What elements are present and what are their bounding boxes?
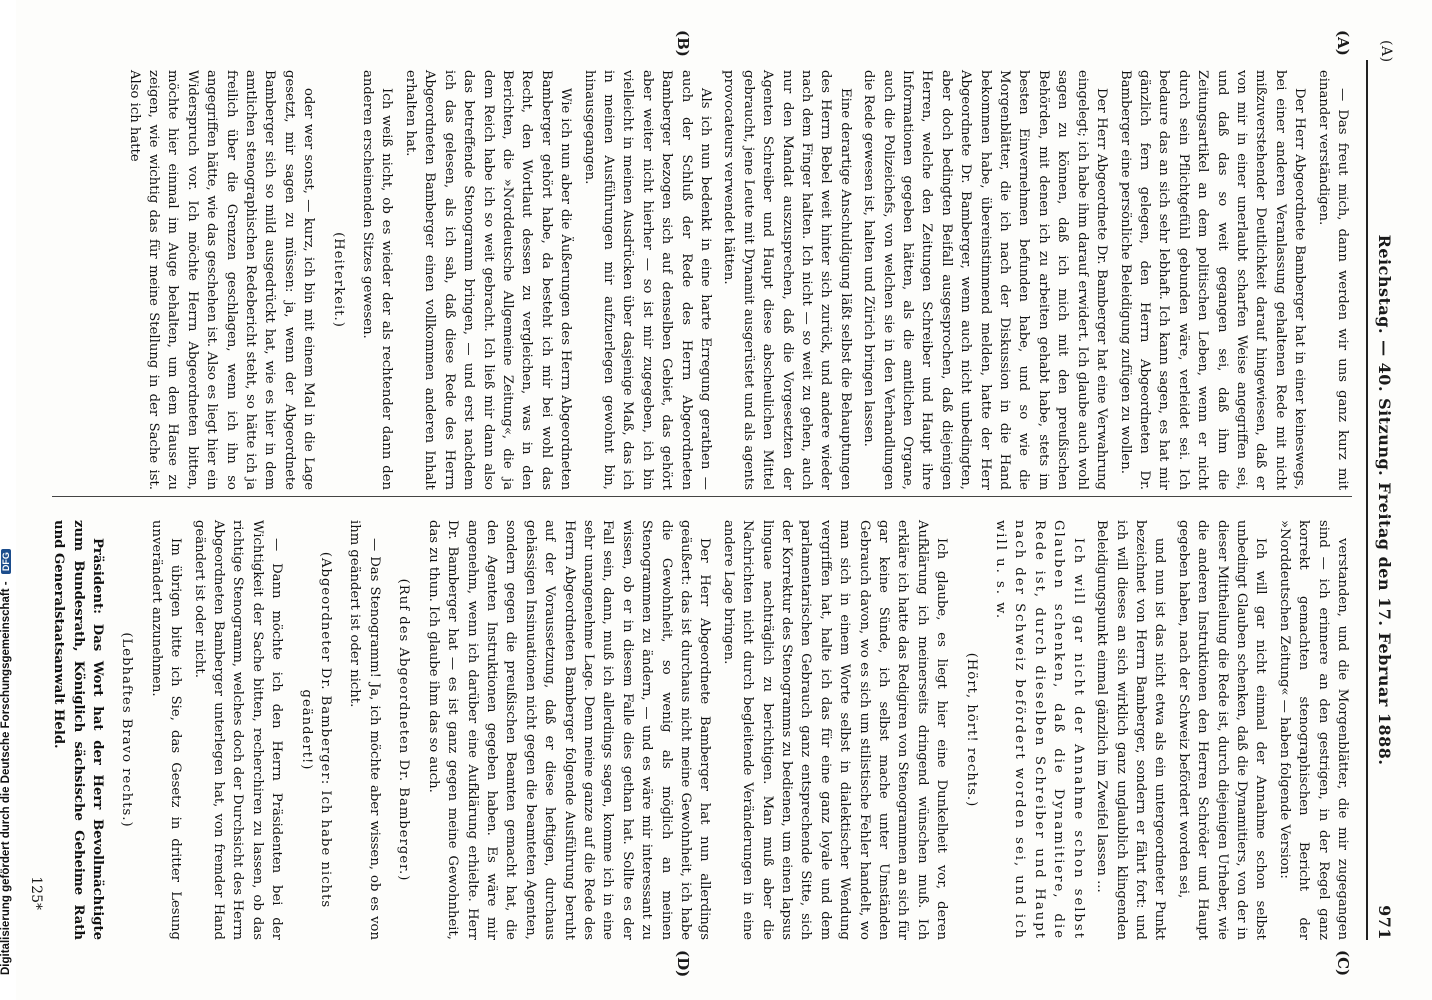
paragraph: — Das freut mich, dann werden wir uns ganz kurz mit einander verständigen.	[1315, 70, 1350, 490]
paragraph: und nun ist das nicht etwa als ein untergeordneter Punkt bezeichnet von Herrn Bamberger, sondern er fährt fort: und ich will dieses an sich wirklich ganz unglaublich klingenden Beleidigungspunkt einmal gänzlich im Zweifel lassen ...	[1094, 520, 1168, 940]
paragraph: Wie ich nun aber die Äußerungen des Herrn Abgeordneten Bamberger gehört habe, da besteht ich mir bei wohl das Recht, den Wortlaut dessen zu vergleichen, was in den Berichten, die »Norddeutsche Allgemeine Zeitung«, die ja dem Reich habe ich so weit gebracht. Ich ließ mir dann also das betreffende Stenogramm bringen, — und erst nachdem ich das gelesen, als ich sah, daß diese Rede des Herrn Abgeordneten Bamberger einen vollkommen anderen Inhalt erhalten hat.	[402, 70, 574, 490]
digitization-credit	[0, 549, 12, 975]
header-title: Reichstag. — 40. Sitzung. Freitag den 17. Februar 1888.	[1375, 234, 1394, 766]
paragraph: Ich weiß nicht, ob es wieder der als rechtender dann den anderen erscheinenden Sitzes gewesen.	[360, 70, 395, 490]
paragraph: Im übrigen bitte ich Sie, das Gesetz in dritter Lesung unverändert anzunehmen.	[148, 520, 184, 940]
quoted-paragraph: Ich will gar nicht der Annahme schon selbst Glauben schenken, daß die Dynamitiere, die Rede ist, durch dieselben Schreiber und Haupt nach der Schweiz befördert worden sei, und ich will u. s. w.	[993, 520, 1086, 940]
paragraph: Ich will gar nicht einmal der Annahme schon selbst unbedingt Glauben schenken, daß die Dynamitiers, von der in dieser Mittheilung die Rede ist, durch diejenigen Urheber, wie die anderen Instruktionen den Herren Schröder und Haupt gegeben haben, nach der Schweiz befördert worden sei,	[1175, 520, 1269, 940]
margin-marker-b: (B)	[674, 30, 692, 57]
interjection: (Ruf des Abgeordneten Dr. Bamberger.)	[396, 578, 412, 882]
paragraph: Ich glaube, es liegt hier eine Dunkelheit vor, deren Aufklärung ich meinerseits dringend wünschen muß. Ich erkläre ich hatte das Redigiren von Stenogrammen an sich für gar keine Sünde, ich selbst mache unter Umständen Gebrauch davon, wo es sich um stilistische Fehler handelt, wo man sich in einem Worte selbst in dialektischer Wendung vergriffen hat, halte ich das für eine ganz loyale und dem parlamentarischen Gebrauch ganz entsprechende Sitte, sich der Korrektur des Stenogramms zu bedienen, um einen lapsus linguae nachträglich zu berichtigen. Man muß aber die Nachrichten nicht durch begleitende Veränderungen in eine andere Lage bringen.	[720, 520, 950, 940]
header-left-mark: (A)	[1378, 40, 1394, 63]
margin-marker-c: (C)	[1334, 950, 1352, 977]
paragraph: — Das Stenogramm! Ja, ich möchte aber wissen, ob es von ihm geändert ist oder nicht.	[347, 520, 382, 940]
folio-number: 125*	[28, 876, 44, 910]
paragraph: Der Herr Abgeordnete Dr. Bamberger hat eine Verwahrung eingelegt; ich habe ihm darauf erwidert. Ich glaube auch wohl sagen zu können, daß ich mich mit den preußischen Behörden, mit denen ich zu arbeiten gehabt habe, stets im besten Einvernehmen befunden habe, und so wie die Morgenblätter, die ich nach der Diskussion in die Hand bekommen habe, übereinstimmend melden, hatte der Herr Abgeordnete Dr. Bamberger, wenn auch nicht unbedingten, aber doch bedingten Beifall ausgesprochen, daß diejenigen Herren, welche den Zeitungen Schreiber und Haupt ihre Informationen gegeben hätten, als die amtlichen Organe, auch die Polizeichefs, von welchen sie in den Verhandlungen die Rede gewesen ist, halten und Zürich bringen lassen.	[861, 70, 1110, 490]
paragraph: Präsident: Das Wort hat der Herr Bevollmächtigte zum Bundesrath, Königlich sächsische Geheime Rath und Generalstaatsanwalt Held.	[51, 520, 106, 940]
paragraph: Der Herr Abgeordnete Bamberger hat nun allerdings geäußert: das ist durchaus nicht meine Gewohnheit, ich habe die Gewohnheit, so wenig als möglich an meinen Stenogrammen zu ändern, — und es wäre mir interessant zu wissen, ob er in diesem Falle dies gethan hat. Sollte es der Fall sein, dann, muß ich allerdings sagen, komme ich in eine sehr unangenehme Lage. Denn meine ganze auf die Rede des Herrn Abgeordneten Bamberger folgende Ausführung beruht auf der Voraussetzung, daß er diese heftigen, durchaus gehässigen Insinuationen nicht gegen die beamteten Agenten, sondern gegen die preußischen Beamten gemacht hat, die den Agenten Instruktionen gegeben haben. Es wäre mir angenehm, wenn ich darüber eine Aufklärung erhielte. Herr Dr. Bamberger hat — es ist ganz gegen meine Gewohnheit, das zu thun. Ich glaube ihm das so auch.	[425, 520, 713, 940]
paragraph: Als ich nun bedenkt in eine harte Erregung gerathen — auch der Schluß der Rede des Herrn Abgeordneten Bamberger bezogen sich auf denselben Gebiet, das gehört aber weiter nicht hierher — so ist mir zugegeben, ich bin vielleicht in meinen Ausdrücken über dasjenige Maß, das ich in meinen Ausführungen mir aufzuerlegen gewohnt bin, hinausgegangen.	[581, 70, 713, 490]
digitization-credit-text: Digitalisierung gefördert durch die Deutsche Forschungsgemeinschaft -	[0, 581, 12, 975]
paragraph: Eine derartige Anschuldigung läßt selbst die Behauptungen des Herrn Bebel weit hinter sich zurück, und andere wieder nach dem Finger halten. Ich nicht — so weit zu gehen, auch nur den Mandat auszusprechen, daß die Vorgesetzten der Agenten Schreiber und Haupt diese abscheulichen Mittel gebraucht, jene Leute mit Dynamit ausgerüstet und als agents provocateurs verwendet hätten.	[721, 70, 853, 490]
interjection: (Hört, hört! rechts.)	[963, 652, 979, 808]
interjection: (Lebhaftes Bravo rechts.)	[119, 632, 135, 828]
dfg-logo-icon: DFG	[1, 549, 11, 574]
paragraph: Der Herr Abgeordnete Bamberger hat in einer keineswegs, bei einer anderen Veranlassung gehaltenen Rede mit nicht mißzuverstehender Deutlichkeit darauf hingewiesen, daß er von mir in einer unerlaubt scharfen Weise angegriffen sei, und daß das so weit gegangen sei, daß ihm die Zeitungsartikel an dem politischen Leben, wenn er nicht durch sein Pflichtgefühl gebunden wäre, verleidet sei. Ich bedaure das an sich sehr lebhaft. Ich kann sagen, es hat mir gänzlich fern gelegen, den Herrn Abgeordneten Dr. Bamberger eine persönliche Beleidigung zufügen zu wollen.	[1117, 70, 1308, 490]
column-divider	[52, 496, 1352, 497]
interjection: (Abgeordneter Dr. Bamberger: Ich habe nichts geändert!)	[298, 551, 334, 909]
page-number: 971	[1375, 905, 1394, 940]
right-column	[52, 520, 1352, 940]
paragraph: oder wer sonst, — kurz, ich bin mit einem Mal in die Lage gesetzt, mir sagen zu müssen: ja, wenn der Abgeordnete Bamberger sich so mild ausgedrückt hat, wie es hier in dem amtlichen stenographischen Redebericht steht, so hätte ich ja freilich über die Grenzen geschlagen, wenn ich ihn so angegriffen hätte, wie das geschehen ist. Also es liegt hier ein Widerspruch vor. Ich möchte Herrn Abgeordneten bitten, möchte hier einmal im Auge behalten, um dem Hause zu zeigen, wie wichtig das für meine Stellung in der Sache ist. Also ich hatte	[126, 70, 317, 490]
margin-marker-d: (D)	[674, 950, 692, 978]
margin-marker-a: (A)	[1334, 30, 1352, 56]
header-rule	[1366, 60, 1368, 940]
digitization-strip	[0, 0, 16, 1000]
left-column	[52, 70, 1352, 490]
interjection: (Heiterkeit.)	[330, 232, 346, 328]
paragraph: — Dann möchte ich den Herrn Präsidenten bei der Wichtigkeit der Sache bitten, recherchiren zu lassen, ob das richtige Stenogramm, welches doch der Durchsicht des Herrn Abgeordneten Bamberger unterlegen hat, von fremder Hand geändert ist oder nicht.	[191, 520, 285, 940]
paragraph: verstanden, und die Morgenblätter, die mir zugegangen sind — ich erinnere an den gestrigen, in der Regel ganz korrekt gemachten stenographischen Bericht der »Norddeutschen Zeitung« — haben folgende Version:	[1276, 520, 1350, 940]
